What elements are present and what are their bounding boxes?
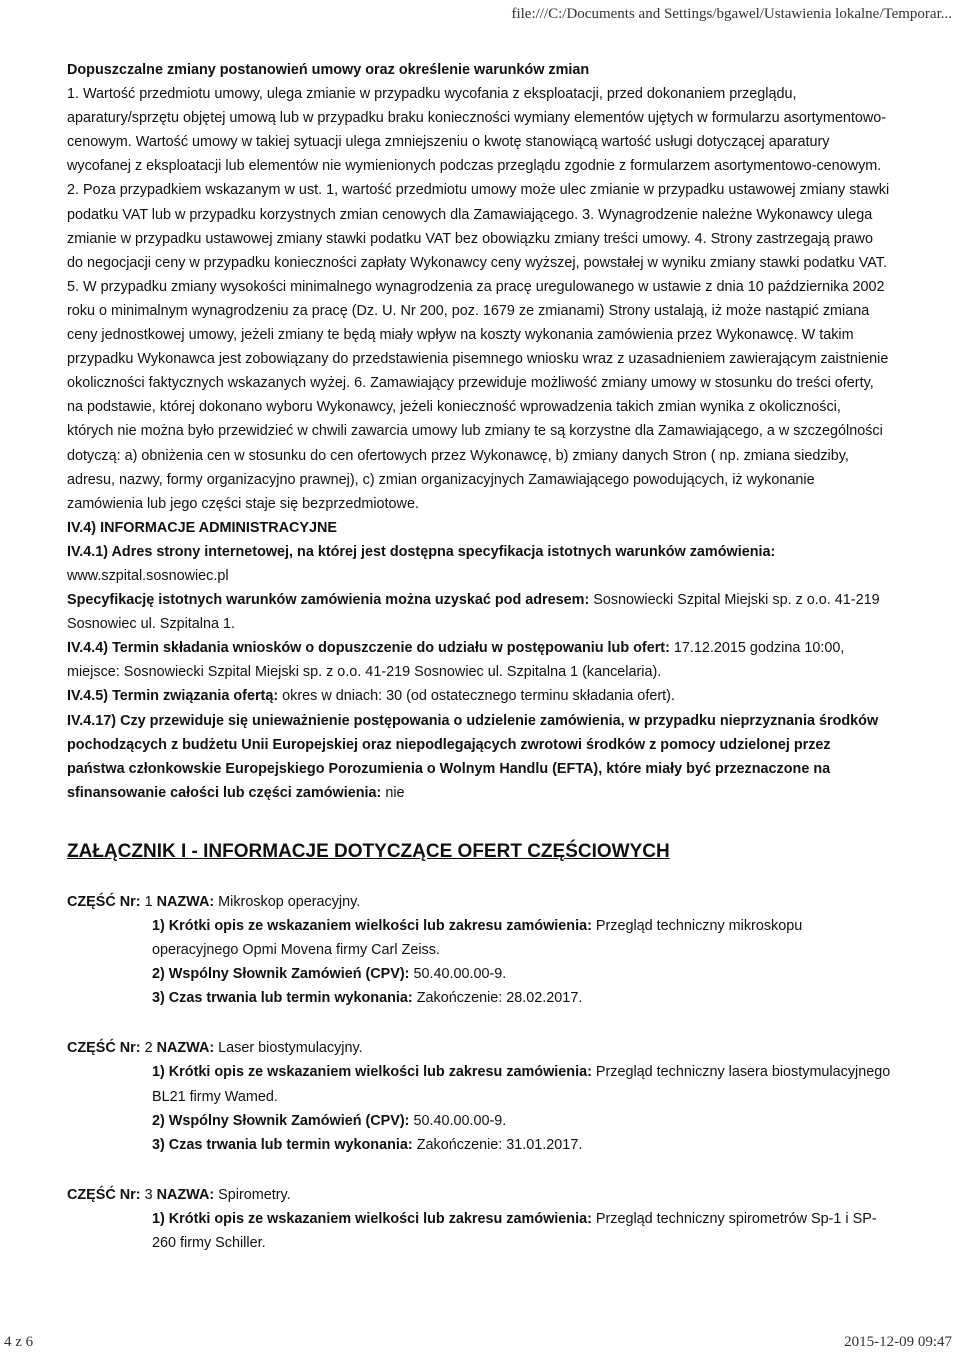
part-cpv: 2) Wspólny Słownik Zamówień (CPV): 50.40.00.00-9. — [152, 966, 507, 983]
admin-deadline — [67, 636, 891, 684]
part-details — [67, 1060, 891, 1156]
part-header: CZĘŚĆ Nr: 2 NAZWA: Laser biostymulacyjny. — [67, 1040, 363, 1057]
admin-website-value: www.szpital.sosnowiec.pl — [67, 567, 229, 584]
document-content — [67, 58, 891, 1281]
part-duration: 3) Czas trwania lub termin wykonania: Zakończenie: 28.02.2017. — [152, 990, 583, 1007]
admin-binding-value: okres w dniach: 30 (od ostatecznego terminu składania ofert). — [282, 688, 675, 705]
admin-deadline-label: IV.4.4) Termin składania wniosków o dopuszczenie do udziału w postępowaniu lub ofert: — [67, 640, 670, 657]
admin-spec — [67, 588, 891, 636]
annex-title: ZAŁĄCZNIK I - INFORMACJE DOTYCZĄCE OFERT CZĘŚCIOWYCH — [67, 840, 670, 862]
part-duration: 3) Czas trwania lub termin wykonania: Zakończenie: 31.01.2017. — [152, 1136, 583, 1153]
part-header: CZĘŚĆ Nr: 1 NAZWA: Mikroskop operacyjny. — [67, 893, 361, 910]
changes-body: 1. Wartość przedmiotu umowy, ulega zmianie w przypadku wycofania z eksploatacji, przed dokonaniem przeglądu, aparatury/sprzętu objętej umową lub w przypadku braku konieczności wymiany elementów ujętych w formularzu asortymentowo-cenowym. Wartość umowy w takiej sytuacji ulega zmniejszeniu o kwotę stanowiącą wartość usługi dotyczącej aparatury wycofanej z eksploatacji lub elementów nie wymienionych podczas przeglądu zgodnie z formularzem asortymentowo-cenowym. 2. Poza przypadkiem wskazanym w ust. 1, wartość przedmiotu umowy może ulec zmianie w przypadku ustawowej zmiany stawki podatku VAT lub w przypadku korzystnych zmian cenowych dla Zamawiającego. 3. Wynagrodzenie należne Wykonawcy ulega zmianie w przypadku ustawowej zmiany stawki podatku VAT bez obowiązku zmiany treści umowy. 4. Strony zastrzegają prawo do negocjacji ceny w przypadku konieczności zapłaty Wykonawcy ceny wyższej, powstałej w wyniku zmiany stawki podatku VAT. 5. W przypadku zmiany wysokości minimalnego wynagrodzenia za pracę uregulowanego w ustawie z dnia 10 października 2002 roku o minimalnym wynagrodzeniu za pracę (Dz. U. Nr 200, poz. 1679 ze zmianami) Strony ustalają, iż może nastąpić zmiana ceny jednostkowej umowy, jeżeli zmiany te będą miały wpływ na koszty wykonania zamówienia przez Wykonawcę. W takim przypadku Wykonawca jest zobowiązany do przedstawienia pisemnego wniosku wraz z uzasadnieniem zawierającym zaistnienie okoliczności faktycznych wskazanych wyżej. 6. Zamawiający przewiduje możliwość zmiany umowy w stosunku do treści oferty, na podstawie, której dokonano wyboru Wykonawcy, jeżeli konieczność wprowadzenia takich zmian wynika z okoliczności, których nie można było przewidzieć w chwili zawarcia umowy lub zmiany te są korzystne dla Zamawiającego, a w szczególności dotyczą: a) obniżenia cen w stosunku do cen ofertowych przez Wykonawcę, b) zmiany danych Stron ( np. zmiana siedziby, adresu, nazwy, formy organizacyjno prawnej), c) zmian organizacyjnych Zamawiającego powodujących, iż wykonanie zamówienia lub jego części staje się bezprzedmiotowe. — [67, 86, 890, 512]
annex-part — [67, 1183, 891, 1255]
changes-heading: Dopuszczalne zmiany postanowień umowy oraz określenie warunków zmian — [67, 62, 590, 78]
admin-spec-label: Specyfikację istotnych warunków zamówienia można uzyskać pod adresem: — [67, 592, 590, 609]
admin-deadline-value: 17.12.2015 godzina 10:00, miejsce: Sosnowiecki Szpital Miejski sp. z o.o. 41-219 Sosnowiec ul. Szpitalna 1 (kancelaria). — [67, 640, 845, 681]
admin-binding — [67, 684, 891, 708]
admin-eu-label: IV.4.17) Czy przewiduje się unieważnienie postępowania o udzielenie zamówienia, w przypadku nieprzyznania środków pochodzących z budżetu Unii Europejskiej oraz niepodlegających zwrotowi środków z pomocy udzielonej przez państwa członkowskie Europejskiego Porozumienia o Wolnym Handlu (EFTA), które miały być przeznaczone na sfinansowanie całości lub części zamówienia: — [67, 712, 879, 801]
print-header-url: file:///C:/Documents and Settings/bgawel/Ustawienia lokalne/Temporar... — [511, 6, 952, 22]
page-number: 4 z 6 — [4, 1334, 34, 1350]
part-description: 1) Krótki opis ze wskazaniem wielkości lub zakresu zamówienia: Przegląd techniczny spirometrów Sp-1 i SP-260 firmy Schiller. — [152, 1210, 877, 1252]
admin-website — [67, 540, 891, 588]
annex-part — [67, 1036, 891, 1156]
print-datetime: 2015-12-09 09:47 — [844, 1334, 952, 1350]
admin-heading: IV.4) INFORMACJE ADMINISTRACYJNE — [67, 519, 337, 536]
part-description: 1) Krótki opis ze wskazaniem wielkości lub zakresu zamówienia: Przegląd techniczny lasera biostymulacyjnego BL21 firmy Wamed. — [152, 1064, 891, 1105]
part-header: CZĘŚĆ Nr: 3 NAZWA: Spirometry. — [67, 1186, 291, 1203]
admin-website-label: IV.4.1) Adres strony internetowej, na której jest dostępna specyfikacja istotnych warunków zamówienia: — [67, 543, 776, 560]
admin-eu-value: nie — [385, 784, 405, 801]
part-details — [67, 1207, 891, 1255]
part-cpv: 2) Wspólny Słownik Zamówień (CPV): 50.40.00.00-9. — [152, 1112, 507, 1129]
admin-spec-value: Sosnowiecki Szpital Miejski sp. z o.o. 41-219 Sosnowiec ul. Szpitalna 1. — [67, 592, 880, 633]
part-description: 1) Krótki opis ze wskazaniem wielkości lub zakresu zamówienia: Przegląd techniczny mikroskopu operacyjnego Opmi Movena firmy Carl Zeiss. — [152, 918, 803, 959]
annex-part — [67, 890, 891, 1010]
admin-eu-funding — [67, 709, 891, 805]
admin-binding-label: IV.4.5) Termin związania ofertą: — [67, 688, 279, 705]
part-details — [67, 914, 891, 1010]
